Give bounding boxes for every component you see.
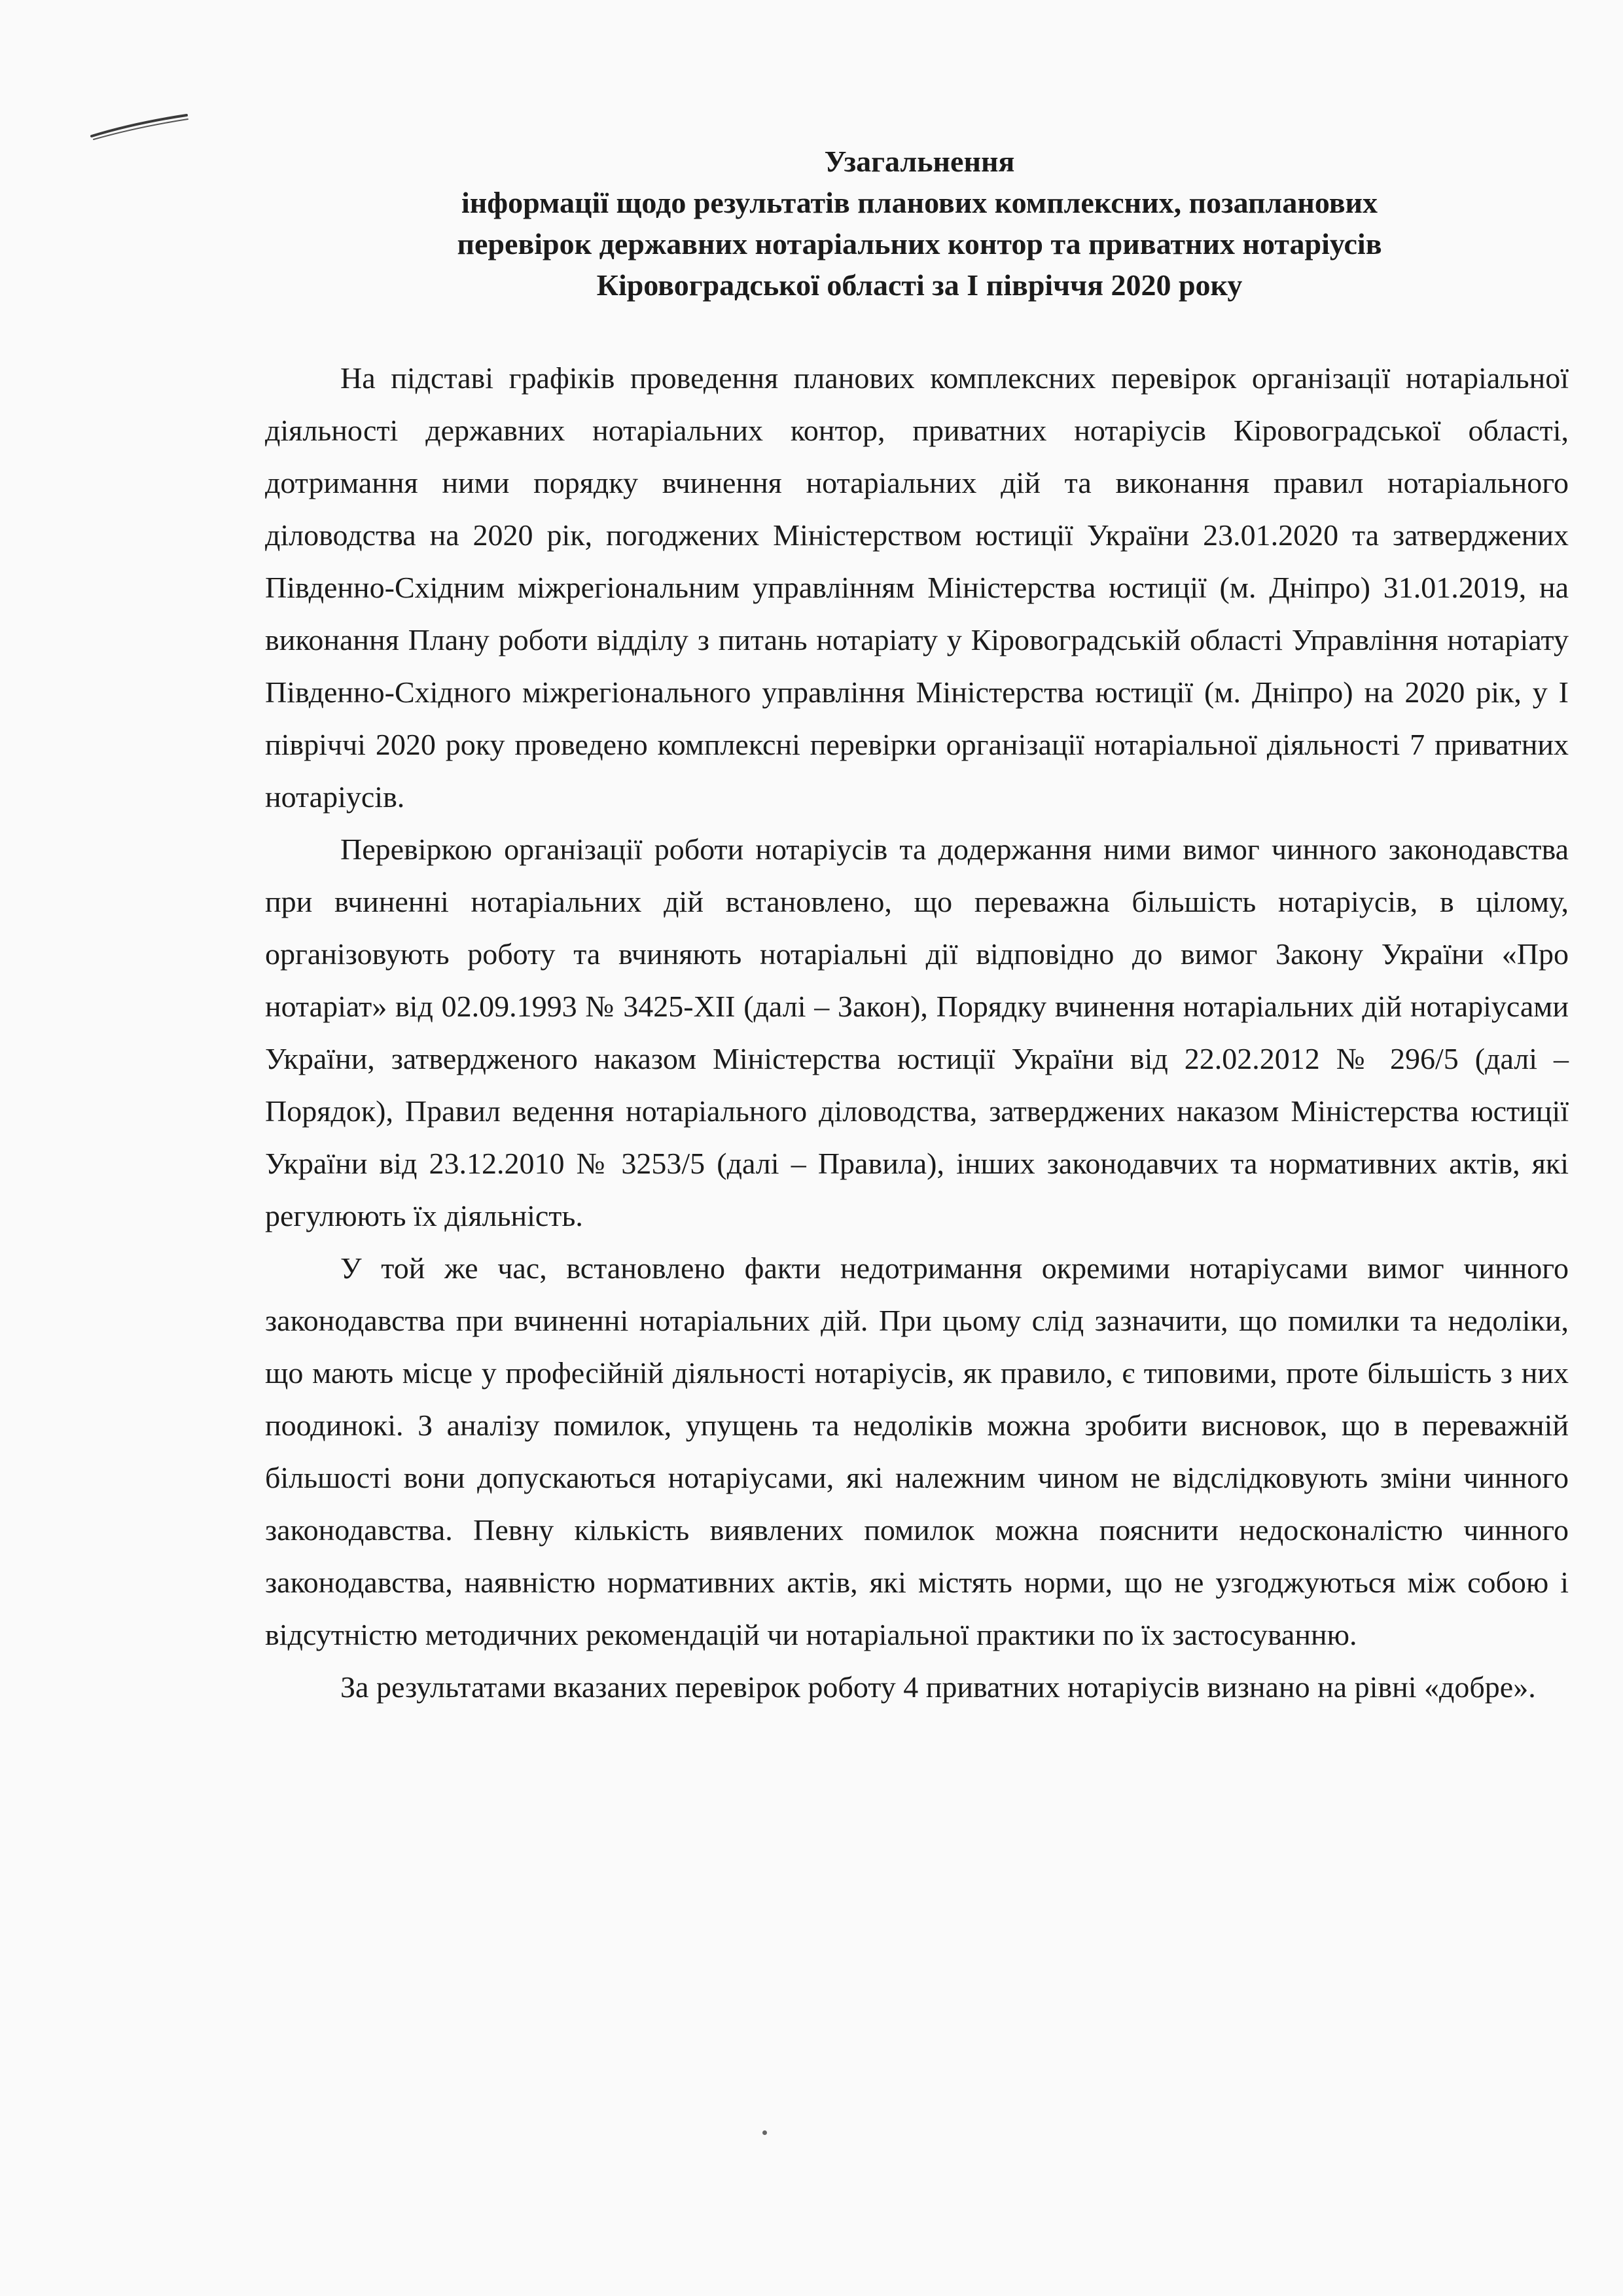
title-line-2: інформації щодо результатів планових комплексних, позапланових: [461, 186, 1378, 219]
title-line-3: перевірок державних нотаріальних контор та приватних нотаріусів: [457, 227, 1382, 260]
title-line-1: Узагальнення: [824, 145, 1015, 178]
paragraph-results: За результатами вказаних перевірок роботу 4 приватних нотаріусів визнано на рівні «добре».: [340, 1670, 1536, 1704]
document-body: [265, 352, 1569, 1713]
title-line-4: Кіровоградської області за І півріччя 2020 року: [596, 268, 1243, 302]
paragraph-inspection-findings: Перевіркою організації роботи нотаріусів та додержання ними вимог чинного законодавства при вчиненні нотаріальних дій встановлено, що переважна більшість нотаріусів, в цілому, організовують роботу та вчиняють нотаріальні дії відповідно до вимог Закону України «Про нотаріат» від 02.09.1993 № 3425-XII (далі – Закон), Порядку вчинення нотаріальних дій нотаріусами України, затвердженого наказом Міністерства юстиції України від 22.02.2012 № 296/5 (далі – Порядок), Правил ведення нотаріального діловодства, затверджених наказом Міністерства юстиції України від 23.12.2010 № 3253/5 (далі – Правила), інших законодавчих та нормативних актів, які регулюють їх діяльність.: [265, 833, 1569, 1232]
scan-speck: [762, 2130, 767, 2135]
pen-stroke-mark: [88, 110, 193, 143]
document-title: [268, 141, 1571, 306]
paragraph-violations: У той же час, встановлено факти недотримання окремими нотаріусами вимог чинного законодавства при вчиненні нотаріальних дій. При цьому слід зазначити, що помилки та недоліки, що мають місце у професійній діяльності нотаріусів, як правило, є типовими, проте більшість з них поодинокі. З аналізу помилок, упущень та недоліків можна зробити висновок, що в переважній більшості вони допускаються нотаріусами, які належним чином не відслідковують зміни чинного законодавства. Певну кількість виявлених помилок можна пояснити недосконалістю чинного законодавства, наявністю нормативних актів, які містять норми, що не узгоджуються між собою і відсутністю методичних рекомендацій чи нотаріальної практики по їх застосуванню.: [265, 1251, 1569, 1651]
paragraph-inspection-basis: На підставі графіків проведення планових комплексних перевірок організації нотаріальної діяльності державних нотаріальних контор, приватних нотаріусів Кіровоградської області, дотримання ними порядку вчинення нотаріальних дій та виконання правил нотаріального діловодства на 2020 рік, погоджених Міністерством юстиції України 23.01.2020 та затверджених Південно-Східним міжрегіональним управлінням Міністерства юстиції (м. Дніпро) 31.01.2019, на виконання Плану роботи відділу з питань нотаріату у Кіровоградській області Управління нотаріату Південно-Східного міжрегіонального управління Міністерства юстиції (м. Дніпро) на 2020 рік, у І півріччі 2020 року проведено комплексні перевірки організації нотаріальної діяльності 7 приватних нотаріусів.: [265, 361, 1569, 814]
